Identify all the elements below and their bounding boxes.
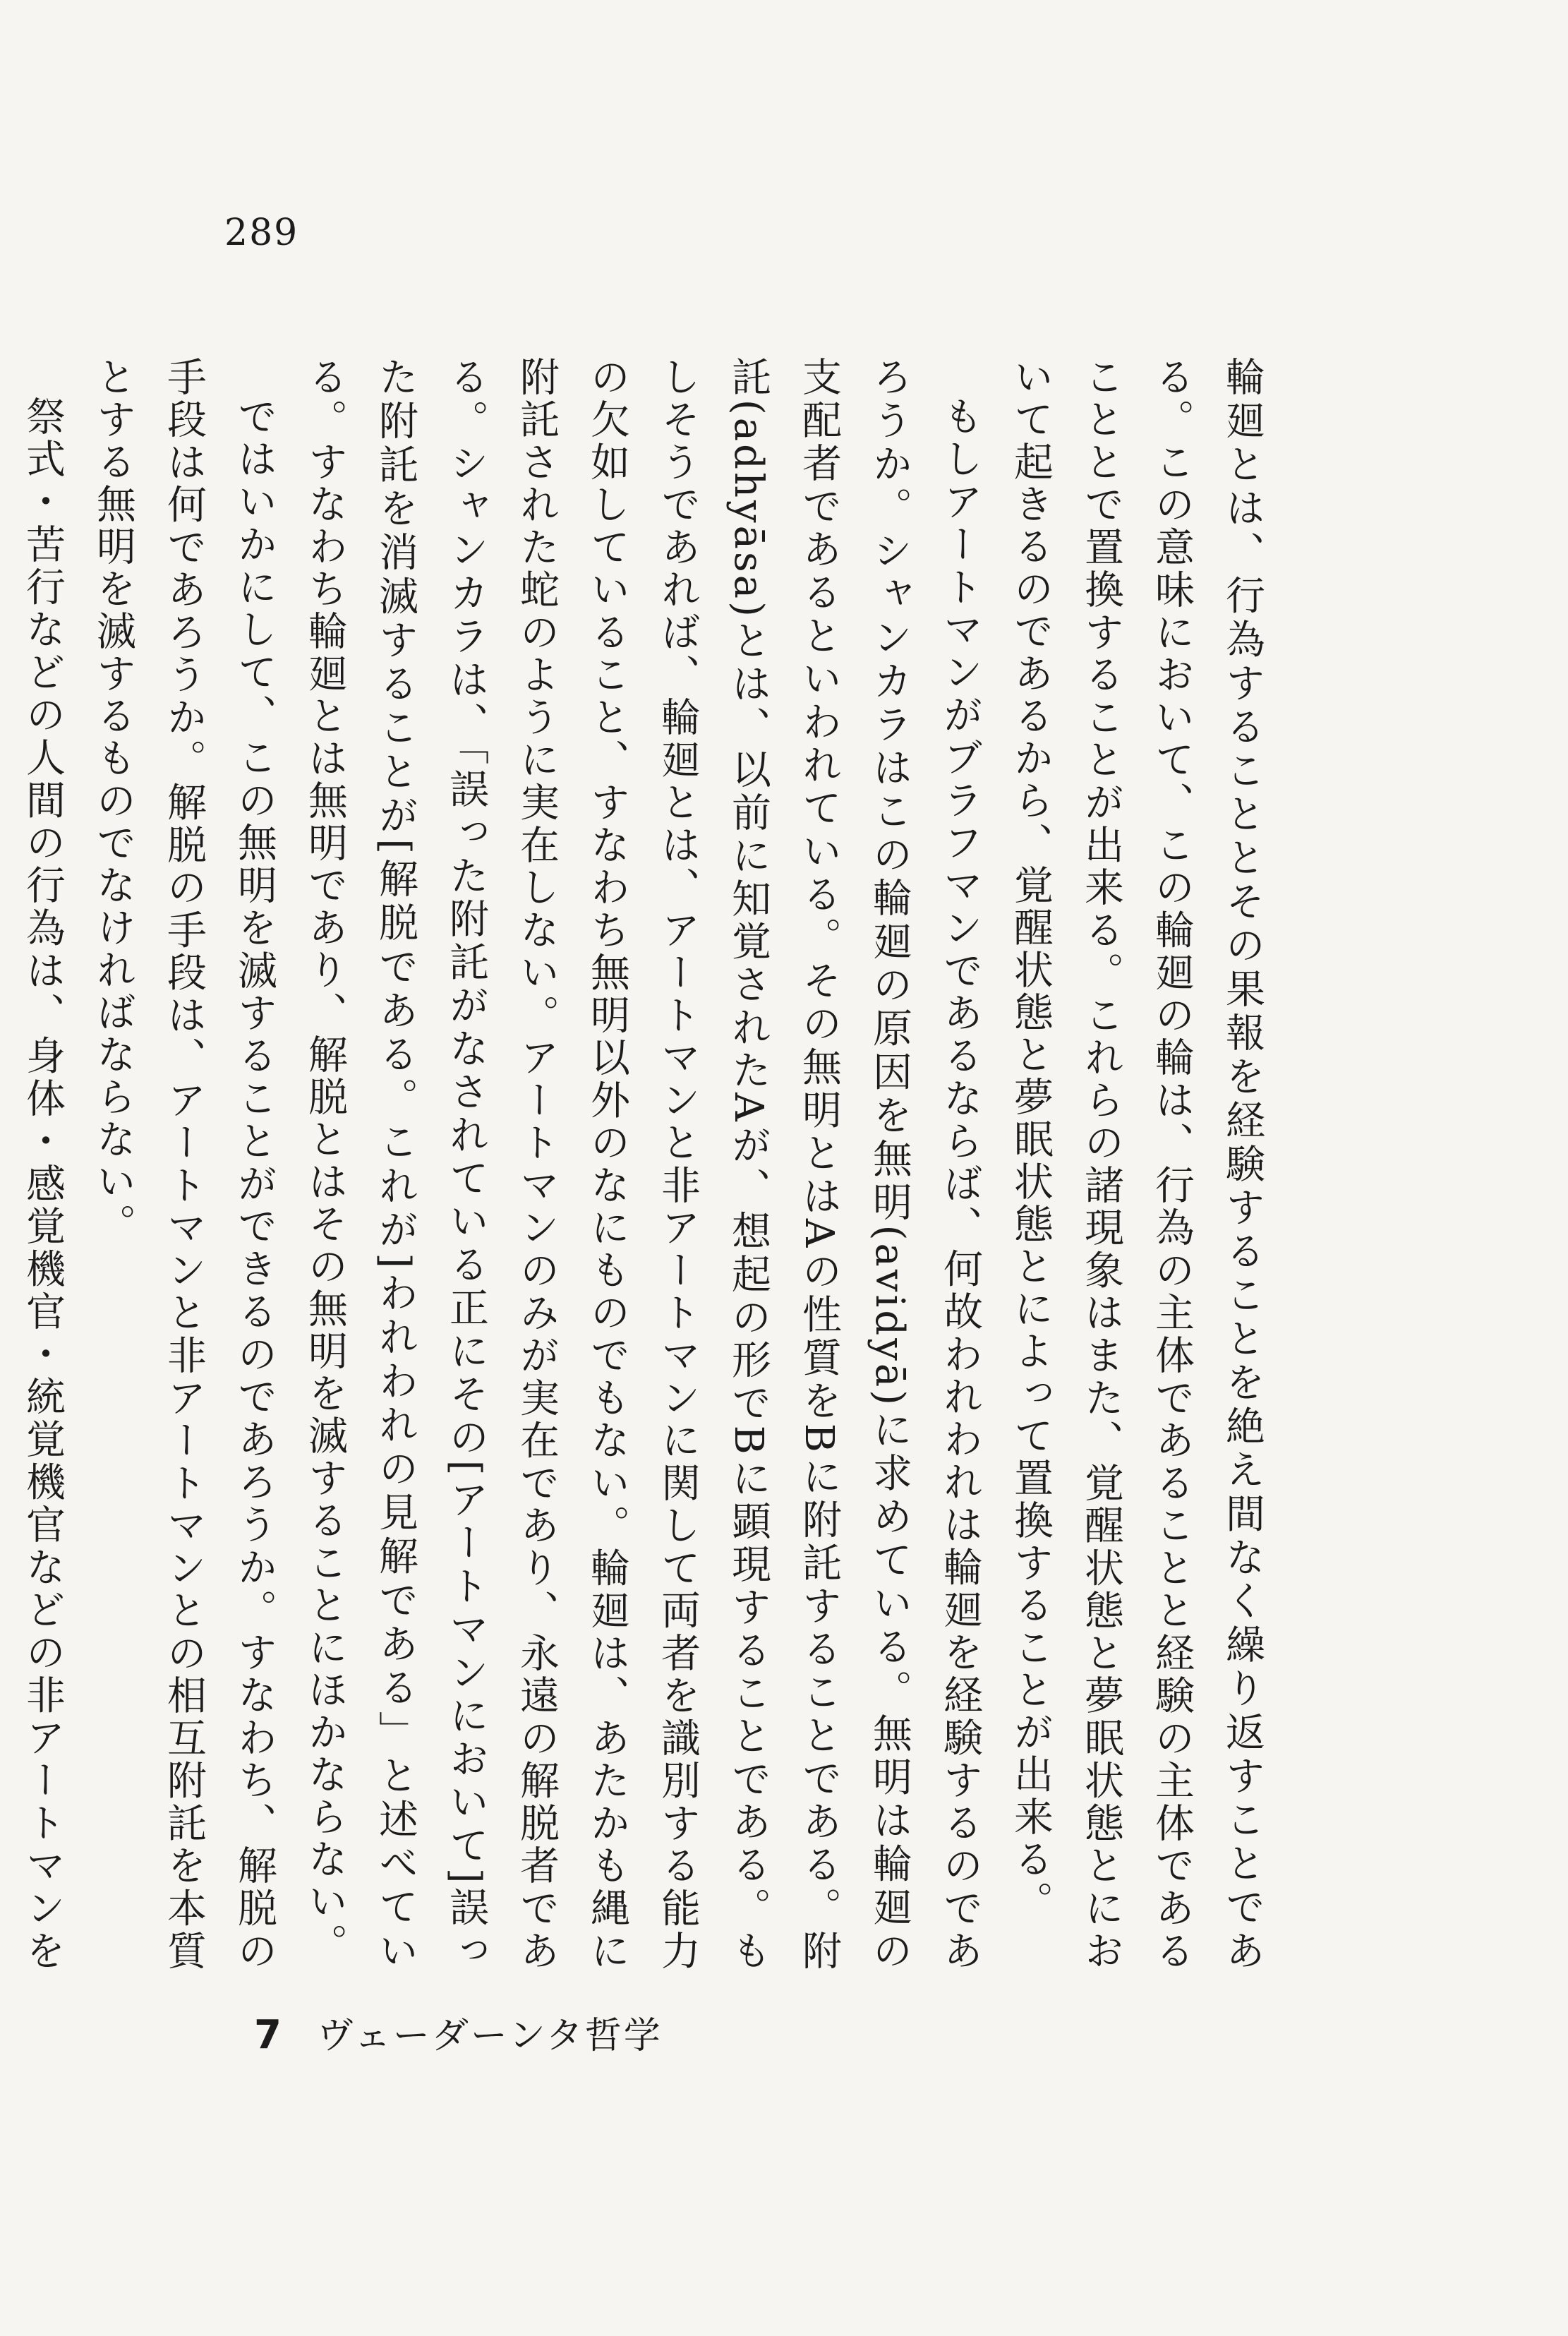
running-footer [254, 2006, 663, 2059]
paragraph-1: 輪廻とは、行為することとその果報を経験することを絶え間なく繰り返すことである。この意味において、この輪廻の輪は、行為の主体であることと経験の主体であることとで置換することが出来る。これらの諸現象はまた、覚醒状態と夢眠状態とにおいて起きるのであるから、覚醒状態と夢眠状態とによって置換することが出来る。 [1008, 356, 1265, 1973]
paragraph-2: もしアートマンがブラフマンであるならば、何故われわれは輪廻を経験するのであろうか。シャンカラはこの輪廻の原因を無明(avidyā)に求めている。無明は輪廻の支配者であるといわれている。その無明とはAの性質をBに附託することである。附託(adhyāsa)とは、以前に知覚されたAが、想起の形でBに顕現することである。もしそうであれば、輪廻とは、アートマンと非アートマンに関して両者を識別する能力の欠如していること、すなわち無明以外のなにものでもない。輪廻は、あたかも縄に附託された蛇のように実在しない。アートマンのみが実在であり、永遠の解脱者である。シャンカラは、「誤った附託がなされている正にその[アートマンにおいて]誤った附託を消滅することが[解脱である。これが]われわれの見解である」と述べている。すなわち輪廻とは無明であり、解脱とはその無明を滅することにほかならない。 [302, 356, 983, 1973]
chapter-title: ヴェーダーンタ哲学 [316, 2015, 663, 2057]
paragraph-3: ではいかにして、この無明を滅することができるのであろうか。すなわち、解脱の手段は何であろうか。解脱の手段は、アートマンと非アートマンとの相互附託を本質とする無明を滅するものでなければならない。 [90, 356, 277, 1973]
page-number: 289 [224, 212, 299, 254]
body-text [0, 356, 1277, 1973]
chapter-number: 7 [254, 2012, 282, 2058]
paragraph-4: 祭式・苦行などの人間の行為は、身体・感覚機官・統覚機官などの非アートマンを [20, 396, 66, 1973]
